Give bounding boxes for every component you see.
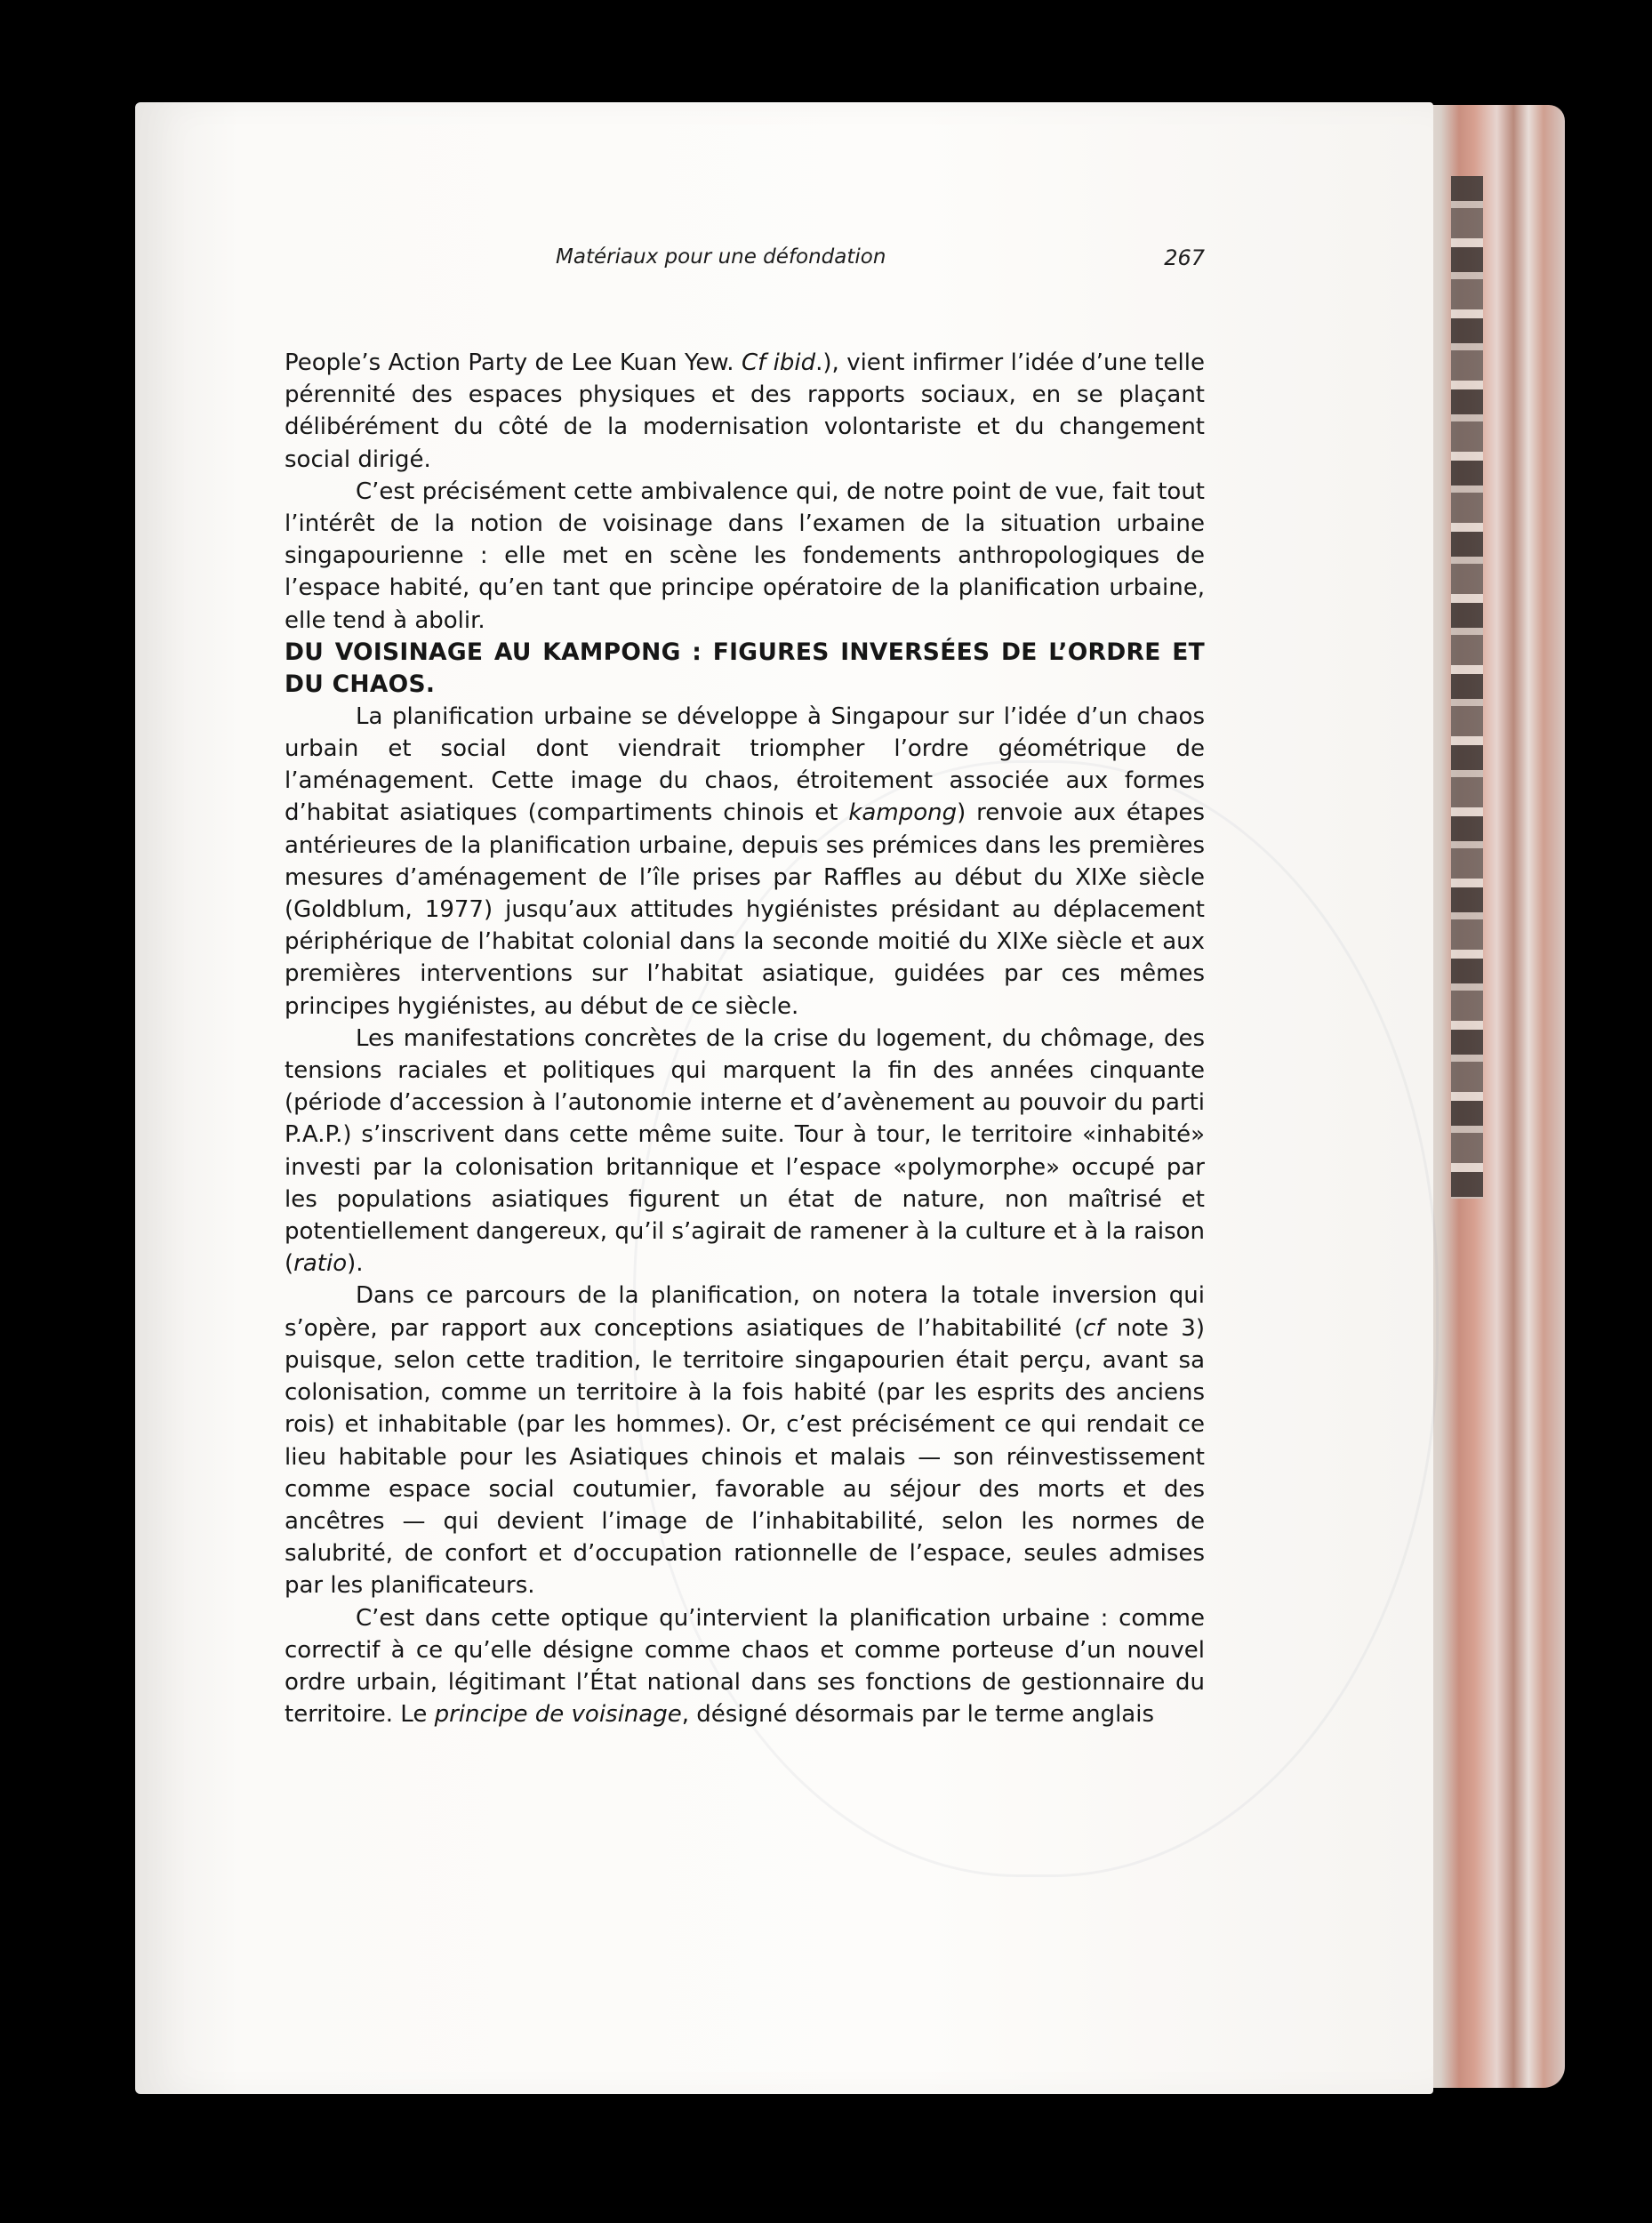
- text-run: People’s Action Party de Lee Kuan Yew.: [285, 349, 742, 376]
- text-run: note 3) puisque, selon cette tradition, le territoire singapourien était perçu, avant sa colonisation, comme un territoire à la fois habité (par les esprits des anciens rois) et inhabitable (par les hommes). Or, c’est précisément ce qui rendait ce lieu habitable pour les Asiatiques chinois et malais — son réinvestissement comme espace social coutumier, favorable au séjour des morts et des ancêtres — qui devient l’image de l’inhabitabilité, selon les normes de salubrité, de confort et d’occupation rationnelle de l’espace, seules admises par les planificateurs.: [285, 1314, 1205, 1600]
- italic-text: ratio: [293, 1250, 348, 1278]
- paragraphs-after-heading: [285, 701, 1205, 1731]
- page-number: 267: [1164, 245, 1205, 270]
- paragraph: [285, 701, 1205, 1023]
- text-run: , désigné désormais par le terme anglais: [681, 1701, 1154, 1729]
- running-title: Matériaux pour une défondation: [556, 245, 886, 269]
- italic-text: cf: [1083, 1314, 1104, 1342]
- paragraph: [285, 1023, 1205, 1280]
- page-edges: [1414, 105, 1565, 2088]
- paragraph: [285, 1280, 1205, 1601]
- section-heading: DU VOISINAGE AU KAMPONG : FIGURES INVERSÉES DE L’ORDRE ET DU CHAOS.: [285, 638, 1205, 698]
- paragraph: [285, 347, 1205, 476]
- italic-text: principe de voisinage: [434, 1701, 682, 1729]
- text-run: C’est précisément cette ambivalence qui, de notre point de vue, fait tout l’intérêt de la notion de voisinage dans l’examen de la situation urbaine singapourienne : elle met en scène les fondements anthropologiques de l’espace habité, qu’en tant que principe opératoire de la planification urbaine, elle tend à abolir.: [285, 478, 1205, 634]
- text-run: La planification urbaine se développe à Singapour sur l’idée d’un chaos urbain et social dont viendrait triompher l’ordre géométrique de l’aménagement. Cette image du chaos, étroitement associée aux formes d’habitat asiatiques (compartiments chinois et: [285, 702, 1205, 827]
- italic-text: Cf ibid: [741, 349, 816, 376]
- paragraph: [285, 476, 1205, 637]
- text-run: ).: [347, 1250, 364, 1278]
- text-run: ) renvoie aux étapes antérieures de la planification urbaine, depuis ses prémices dans les premières mesures d’aménagement de l’île prises par Raffles au début du XIXe siècle (Goldblum, 1977) jusqu’aux attitudes hygiénistes présidant au déplacement périphérique de l’habitat colonial dans la seconde moitié du XIXe siècle et aux premières interventions sur l’habitat asiatique, guidées par ces mêmes principes hygiénistes, au début de ce siècle.: [285, 799, 1205, 1020]
- page-edge-stripes: [1451, 176, 1483, 1199]
- text-run: .), vient infirmer l’idée d’une telle pérennité des espaces physiques et des rapports sociaux, en se plaçant délibérément du côté de la modernisation volontariste et du changement social dirigé.: [285, 349, 1205, 473]
- body-text: [285, 347, 1205, 1730]
- text-run: C’est dans cette optique qu’intervient la planification urbaine : comme correctif à ce qu’elle désigne comme chaos et comme porteuse d’un nouvel ordre urbain, légitimant l’État national dans ses fonctions de gestionnaire du territoire. Le: [285, 1604, 1205, 1729]
- paragraph: [285, 1602, 1205, 1731]
- paragraphs-before-heading: [285, 347, 1205, 637]
- text-run: Les manifestations concrètes de la crise du logement, du chômage, des tensions raciales et politiques qui marquent la fin des années cinquante (période d’accession à l’autonomie interne et d’avènement au pouvoir du parti P.A.P.) s’inscrivent dans cette même suite. Tour à tour, le territoire «inhabité» investi par la colonisation britannique et l’espace «polymorphe» occupé par les populations asiatiques figurent un état de nature, non maîtrisé et potentiellement dangereux, qu’il s’agirait de ramener à la culture et à la raison (: [285, 1024, 1205, 1278]
- running-head: [285, 245, 1205, 277]
- text-run: Dans ce parcours de la planification, on notera la totale inversion qui s’opère, par rapport aux conceptions asiatiques de l’habitabilité (: [285, 1282, 1205, 1342]
- italic-text: kampong: [848, 799, 958, 827]
